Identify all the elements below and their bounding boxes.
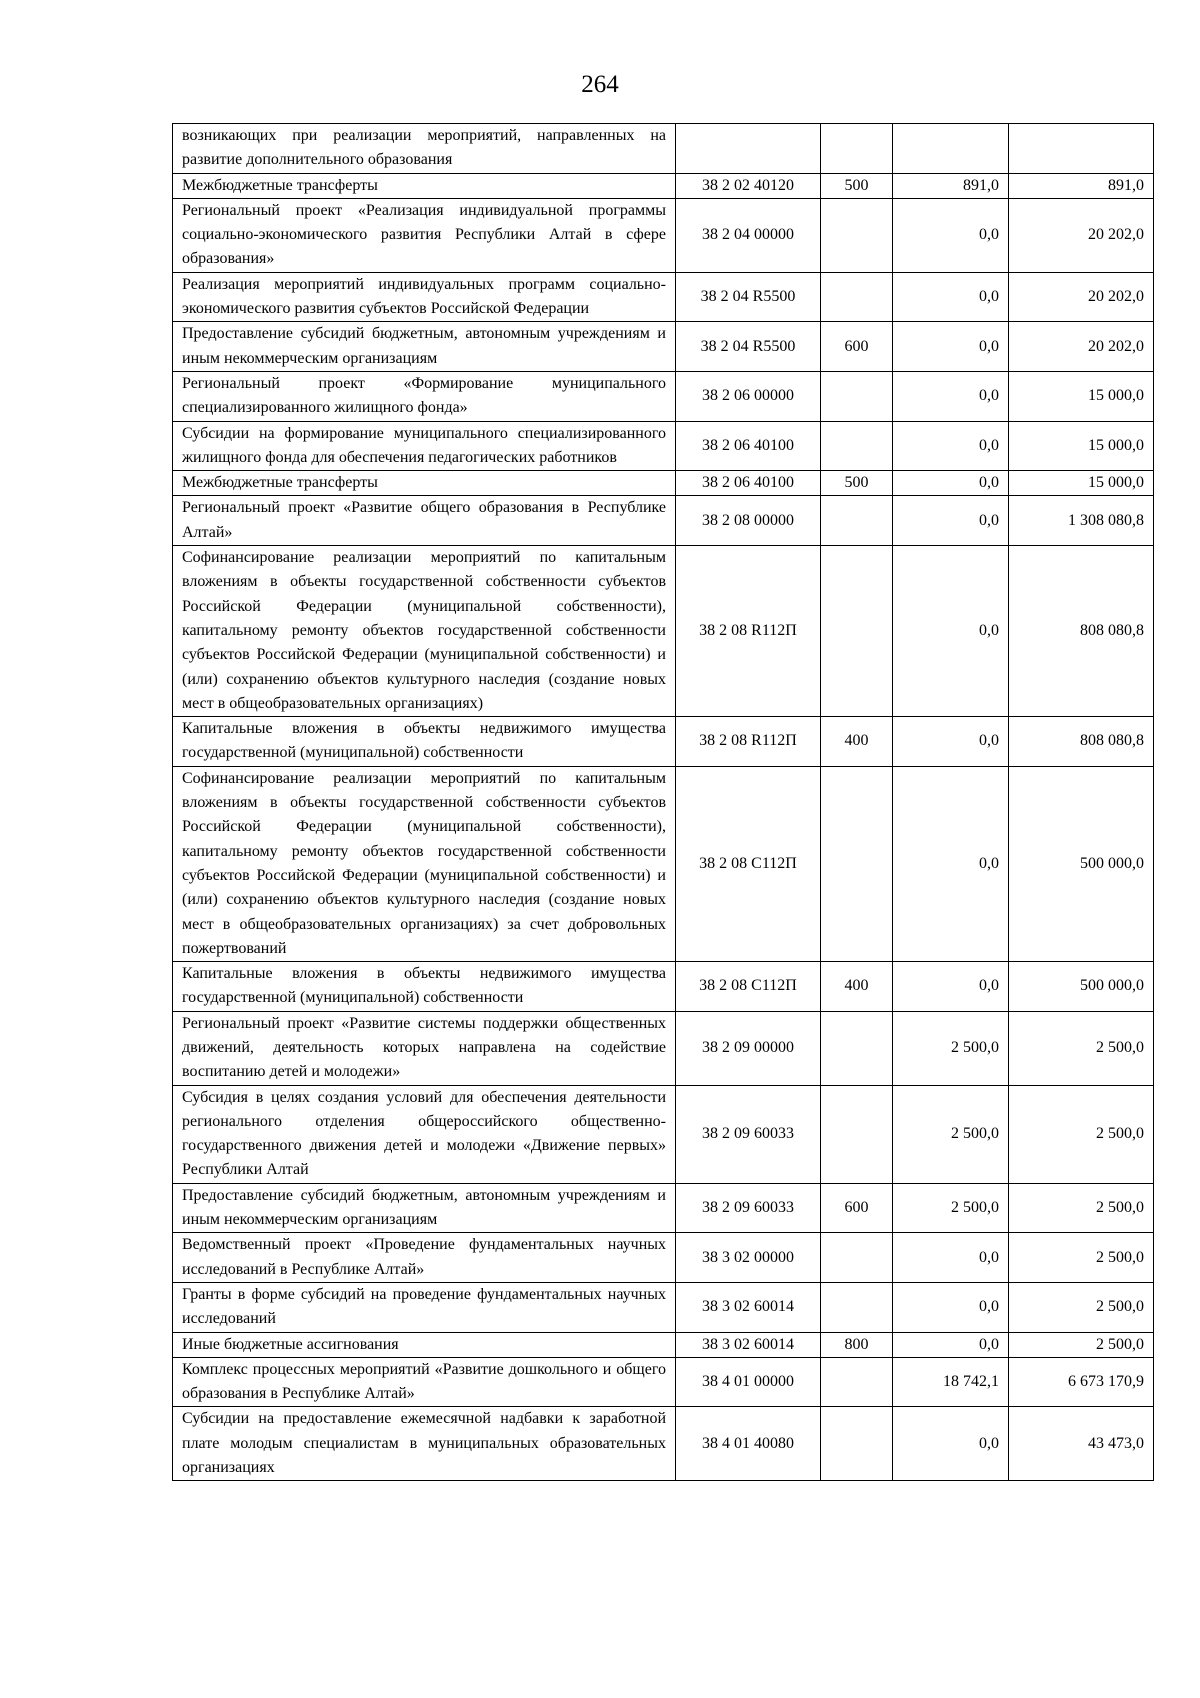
row-amount-1-cell: 0,0 [893,421,1009,471]
row-code-cell: 38 3 02 60014 [676,1332,821,1357]
row-amount-2-cell: 15 000,0 [1009,471,1154,496]
row-name-cell: Капитальные вложения в объекты недвижимого имущества государственной (муниципальной) собственности [173,962,676,1012]
table-row [173,717,1154,767]
row-name-cell: Субсидии на формирование муниципального специализированного жилищного фонда для обеспечения педагогических работников [173,421,676,471]
row-amount-2-cell: 2 500,0 [1009,1183,1154,1233]
row-expense-type-cell [821,1407,893,1481]
row-expense-type-cell [821,1085,893,1183]
row-expense-type-cell [821,371,893,421]
row-expense-type-cell: 500 [821,173,893,198]
row-name-cell: Иные бюджетные ассигнования [173,1332,676,1357]
row-expense-type-cell: 400 [821,717,893,767]
row-name-cell: Капитальные вложения в объекты недвижимого имущества государственной (муниципальной) собственности [173,717,676,767]
row-name-cell: Софинансирование реализации мероприятий по капитальным вложениям в объекты государственной собственности субъектов Российской Федерации (муниципальной собственности), капитальному ремонту объектов государственной собственности субъектов Российской Федерации (муниципальной собственности) и (или) сохранению объектов культурного наследия (создание новых мест в общеобразовательных организациях) [173,546,676,717]
table-row [173,124,1154,174]
row-expense-type-cell: 800 [821,1332,893,1357]
row-expense-type-cell: 500 [821,471,893,496]
budget-table [172,123,1154,1481]
row-expense-type-cell [821,546,893,717]
table-row [173,1407,1154,1481]
row-code-cell: 38 2 06 00000 [676,371,821,421]
row-amount-2-cell: 15 000,0 [1009,421,1154,471]
row-name-cell: Межбюджетные трансферты [173,471,676,496]
table-row [173,471,1154,496]
row-name-cell: Субсидии на предоставление ежемесячной надбавки к заработной плате молодым специалистам в муниципальных образовательных организациях [173,1407,676,1481]
row-amount-2-cell: 2 500,0 [1009,1332,1154,1357]
row-amount-2-cell: 6 673 170,9 [1009,1357,1154,1407]
row-code-cell: 38 2 08 С112П [676,962,821,1012]
table-row [173,1233,1154,1283]
row-expense-type-cell [821,198,893,272]
row-amount-2-cell: 20 202,0 [1009,198,1154,272]
row-name-cell: Региональный проект «Реализация индивидуальной программы социально-экономического развития Республики Алтай в сфере образования» [173,198,676,272]
row-expense-type-cell: 600 [821,1183,893,1233]
table-row [173,962,1154,1012]
row-expense-type-cell: 400 [821,962,893,1012]
row-name-cell: Региональный проект «Развитие общего образования в Республике Алтай» [173,496,676,546]
row-code-cell: 38 2 08 00000 [676,496,821,546]
table-row [173,1357,1154,1407]
row-expense-type-cell [821,496,893,546]
page-number: 264 [581,71,619,98]
table-row [173,1183,1154,1233]
row-name-cell: Ведомственный проект «Проведение фундаментальных научных исследований в Республике Алтай» [173,1233,676,1283]
row-name-cell: Гранты в форме субсидий на проведение фундаментальных научных исследований [173,1282,676,1332]
row-amount-1-cell: 0,0 [893,1407,1009,1481]
row-code-cell: 38 3 02 00000 [676,1233,821,1283]
row-amount-1-cell [893,124,1009,174]
row-code-cell: 38 4 01 00000 [676,1357,821,1407]
row-name-cell: Региональный проект «Развитие системы поддержки общественных движений, деятельность которых направлена на содействие воспитанию детей и молодежи» [173,1011,676,1085]
table-row [173,1011,1154,1085]
row-name-cell: Предоставление субсидий бюджетным, автономным учреждениям и иным некоммерческим организациям [173,322,676,372]
table-row [173,1282,1154,1332]
table-row [173,198,1154,272]
row-expense-type-cell [821,1357,893,1407]
row-amount-2-cell: 2 500,0 [1009,1282,1154,1332]
row-code-cell: 38 2 06 40100 [676,471,821,496]
row-name-cell: возникающих при реализации мероприятий, направленных на развитие дополнительного образования [173,124,676,174]
row-amount-1-cell: 0,0 [893,198,1009,272]
row-expense-type-cell [821,766,893,961]
row-code-cell: 38 2 04 R5500 [676,322,821,372]
row-amount-1-cell: 0,0 [893,717,1009,767]
row-name-cell: Межбюджетные трансферты [173,173,676,198]
row-code-cell: 38 2 04 R5500 [676,272,821,322]
row-amount-1-cell: 2 500,0 [893,1085,1009,1183]
row-expense-type-cell [821,1011,893,1085]
row-name-cell: Предоставление субсидий бюджетным, автономным учреждениям и иным некоммерческим организациям [173,1183,676,1233]
row-amount-1-cell: 0,0 [893,962,1009,1012]
row-code-cell [676,124,821,174]
table-row [173,322,1154,372]
row-amount-1-cell: 891,0 [893,173,1009,198]
row-expense-type-cell [821,272,893,322]
row-amount-2-cell: 808 080,8 [1009,717,1154,767]
row-amount-1-cell: 0,0 [893,322,1009,372]
row-expense-type-cell [821,124,893,174]
row-code-cell: 38 2 08 С112П [676,766,821,961]
row-code-cell: 38 3 02 60014 [676,1282,821,1332]
row-amount-2-cell: 891,0 [1009,173,1154,198]
row-code-cell: 38 2 08 R112П [676,717,821,767]
row-amount-2-cell [1009,124,1154,174]
table-row [173,421,1154,471]
row-name-cell: Региональный проект «Формирование муниципального специализированного жилищного фонда» [173,371,676,421]
row-amount-2-cell: 20 202,0 [1009,272,1154,322]
row-amount-1-cell: 0,0 [893,766,1009,961]
table-row [173,371,1154,421]
table-row [173,1085,1154,1183]
row-amount-2-cell: 15 000,0 [1009,371,1154,421]
row-amount-2-cell: 2 500,0 [1009,1085,1154,1183]
row-amount-2-cell: 43 473,0 [1009,1407,1154,1481]
row-amount-2-cell: 1 308 080,8 [1009,496,1154,546]
row-code-cell: 38 4 01 40080 [676,1407,821,1481]
row-amount-1-cell: 0,0 [893,471,1009,496]
row-code-cell: 38 2 09 60033 [676,1085,821,1183]
row-code-cell: 38 2 08 R112П [676,546,821,717]
table-row [173,496,1154,546]
budget-table-body [173,124,1154,1481]
row-code-cell: 38 2 02 40120 [676,173,821,198]
table-row [173,546,1154,717]
row-amount-1-cell: 2 500,0 [893,1183,1009,1233]
row-expense-type-cell [821,1233,893,1283]
row-amount-2-cell: 2 500,0 [1009,1011,1154,1085]
row-amount-2-cell: 500 000,0 [1009,766,1154,961]
row-amount-1-cell: 0,0 [893,546,1009,717]
row-amount-1-cell: 18 742,1 [893,1357,1009,1407]
table-row [173,1332,1154,1357]
row-expense-type-cell: 600 [821,322,893,372]
row-amount-1-cell: 0,0 [893,1332,1009,1357]
row-amount-1-cell: 0,0 [893,1282,1009,1332]
table-row [173,173,1154,198]
row-amount-1-cell: 0,0 [893,371,1009,421]
row-amount-2-cell: 2 500,0 [1009,1233,1154,1283]
row-code-cell: 38 2 06 40100 [676,421,821,471]
row-name-cell: Реализация мероприятий индивидуальных программ социально-экономического развития субъектов Российской Федерации [173,272,676,322]
table-row [173,766,1154,961]
row-code-cell: 38 2 09 60033 [676,1183,821,1233]
row-amount-1-cell: 0,0 [893,1233,1009,1283]
row-code-cell: 38 2 09 00000 [676,1011,821,1085]
row-amount-1-cell: 2 500,0 [893,1011,1009,1085]
row-expense-type-cell [821,1282,893,1332]
row-amount-2-cell: 20 202,0 [1009,322,1154,372]
row-amount-2-cell: 808 080,8 [1009,546,1154,717]
row-name-cell: Субсидия в целях создания условий для обеспечения деятельности регионального отделения общероссийского общественно-государственного движения детей и молодежи «Движение первых» Республики Алтай [173,1085,676,1183]
row-amount-1-cell: 0,0 [893,272,1009,322]
row-code-cell: 38 2 04 00000 [676,198,821,272]
row-name-cell: Комплекс процессных мероприятий «Развитие дошкольного и общего образования в Республике Алтай» [173,1357,676,1407]
row-name-cell: Софинансирование реализации мероприятий по капитальным вложениям в объекты государственной собственности субъектов Российской Федерации (муниципальной собственности), капитальному ремонту объектов государственной собственности субъектов Российской Федерации (муниципальной собственности) и (или) сохранению объектов культурного наследия (создание новых мест в общеобразовательных организациях) за счет добровольных пожертвований [173,766,676,961]
table-row [173,272,1154,322]
row-amount-2-cell: 500 000,0 [1009,962,1154,1012]
row-expense-type-cell [821,421,893,471]
row-amount-1-cell: 0,0 [893,496,1009,546]
